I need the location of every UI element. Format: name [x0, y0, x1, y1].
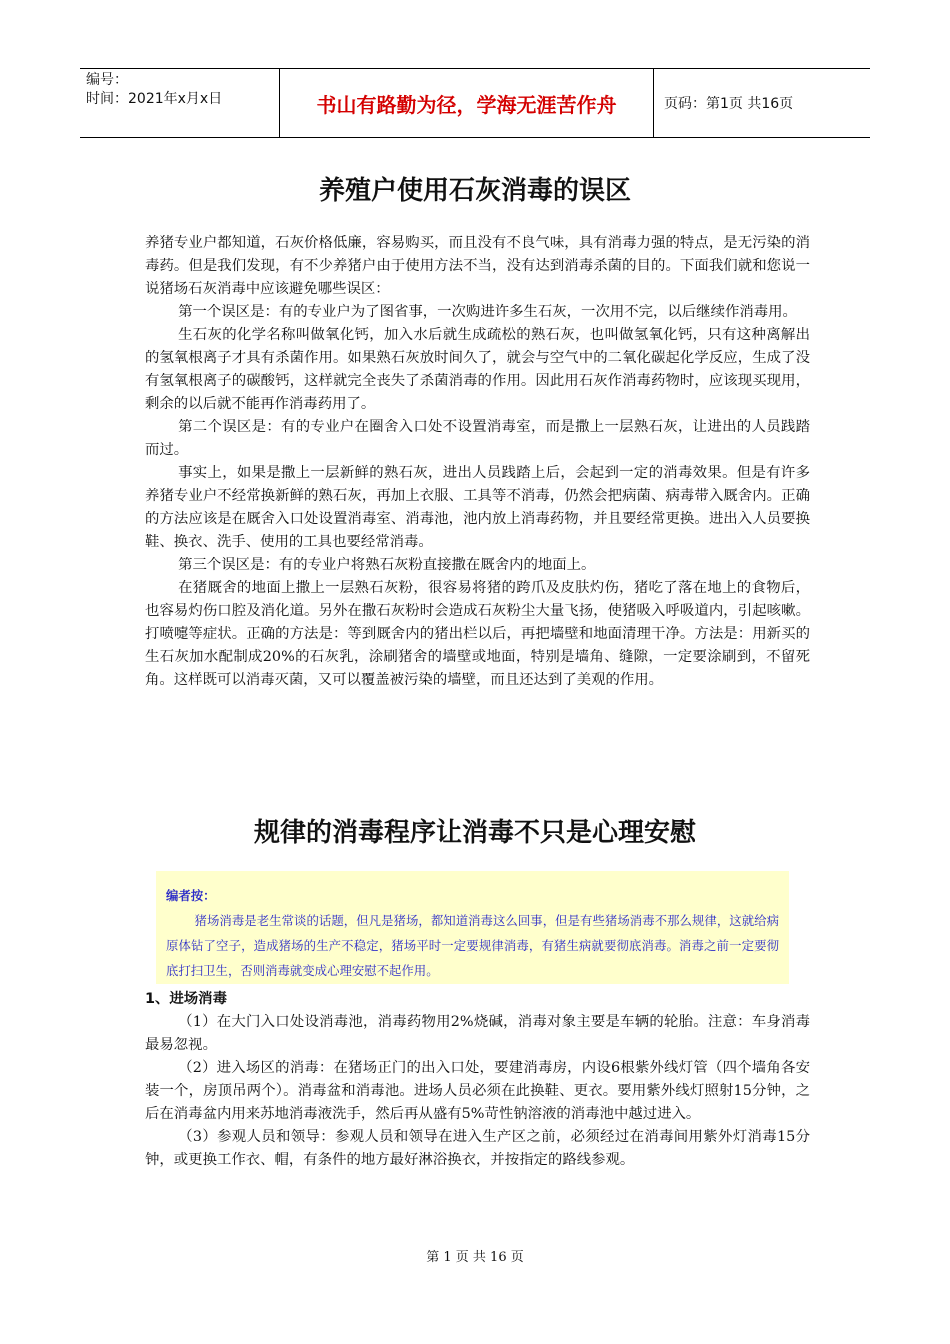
article1-body: [145, 232, 810, 692]
section-paragraph: （3）参观人员和领导：参观人员和领导在进入生产区之前，必须经过在消毒间用紫外灯消毒15分钟，或更换工作衣、帽，有条件的地方最好淋浴换衣，并按指定的路线参观。: [145, 1129, 810, 1168]
article1-paragraph: 第一个误区是：有的专业户为了图省事，一次购进许多生石灰，一次用不完，以后继续作消毒用。: [178, 304, 797, 320]
header-page-info: 页码：第1页 共16页: [664, 96, 794, 112]
editor-note-label: 编者按：: [166, 888, 216, 903]
page-footer: 第 1 页 共 16 页: [426, 1250, 524, 1265]
time-label: 时间：2021年x月x日: [86, 91, 223, 107]
article2-body: [145, 988, 810, 1172]
section-heading: 1、进场消毒: [145, 991, 227, 1007]
article1-paragraph: 在猪厩舍的地面上撒上一层熟石灰粉，很容易将猪的跨爪及皮肤灼伤，猪吃了落在地上的食物后，也容易灼伤口腔及消化道。另外在撒石灰粉时会造成石灰粉尘大量飞扬，使猪吸入呼吸道内，引起咳嗽。打喷嚏等症状。正确的方法是：等到厩舍内的猪出栏以后，再把墙壁和地面清理干净。方法是：用新买的生石灰加水配制成20%的石灰乳，涂刷猪舍的墙壁或地面，特别是墙角、缝隙，一定要涂刷到，不留死角。这样既可以消毒灭菌，又可以覆盖被污染的墙壁，而且还达到了美观的作用。: [145, 580, 810, 688]
article1-paragraph: 第二个误区是：有的专业户在圈舍入口处不设置消毒室，而是撒上一层熟石灰，让进出的人员践踏而过。: [145, 419, 810, 458]
section-paragraph: （2）进入场区的消毒：在猪场正门的出入口处，要建消毒房，内设6根紫外线灯管（四个墙角各安装一个，房顶吊两个）。消毒盆和消毒池。进场人员必须在此换鞋、更衣。要用紫外线灯照射15分钟，之后在消毒盆内用来苏地消毒液洗手，然后再从盛有5%苛性钠溶液的消毒池中越过进入。: [145, 1060, 810, 1122]
editor-note-text: 猪场消毒是老生常谈的话题，但凡是猪场，都知道消毒这么回事，但是有些猪场消毒不那么规律，这就给病原体钻了空子，造成猪场的生产不稳定，猪场平时一定要规律消毒，有猪生病就要彻底消毒。消毒之前一定要彻底打扫卫生，否则消毒就变成心理安慰不起作用。: [166, 913, 779, 978]
article2-title: 规律的消毒程序让消毒不只是心理安慰: [253, 818, 696, 848]
article1-paragraph: 第三个误区是：有的专业户将熟石灰粉直接撒在厩舍内的地面上。: [178, 557, 596, 573]
header-meta: [80, 69, 280, 137]
page-header: [80, 68, 870, 138]
article1-paragraph: 生石灰的化学名称叫做氧化钙，加入水后就生成疏松的熟石灰，也叫做氢氧化钙，只有这种离解出的氢氧根离子才具有杀菌作用。如果熟石灰放时间久了，就会与空气中的二氧化碳起化学反应，生成了没有氢氧根离子的碳酸钙，这样就完全丧失了杀菌消毒的作用。因此用石灰作消毒药物时，应该现买现用，剩余的以后就不能再作消毒药用了。: [145, 327, 810, 412]
editor-note-box: [156, 871, 789, 984]
article1-paragraph: 养猪专业户都知道，石灰价格低廉，容易购买，而且没有不良气味，具有消毒力强的特点，是无污染的消毒药。但是我们发现，有不少养猪户由于使用方法不当，没有达到消毒杀菌的目的。下面我们就和您说一说猪场石灰消毒中应该避免哪些误区：: [145, 235, 810, 297]
article1-paragraph: 事实上，如果是撒上一层新鲜的熟石灰，进出人员践踏上后，会起到一定的消毒效果。但是有许多养猪专业户不经常换新鲜的熟石灰，再加上衣服、工具等不消毒，仍然会把病菌、病毒带入厩舍内。正确的方法应该是在厩舍入口处设置消毒室、消毒池，池内放上消毒药物，并且要经常更换。进出入人员要换鞋、换衣、洗手、使用的工具也要经常消毒。: [145, 465, 810, 550]
section-paragraph: （1）在大门入口处设消毒池，消毒药物用2%烧碱，消毒对象主要是车辆的轮胎。注意：车身消毒最易忽视。: [145, 1014, 810, 1053]
article1-title: 养殖户使用石灰消毒的误区: [318, 176, 631, 206]
number-label: 编号：: [86, 72, 128, 88]
header-motto: 书山有路勤为径，学海无涯苦作舟: [280, 69, 654, 137]
